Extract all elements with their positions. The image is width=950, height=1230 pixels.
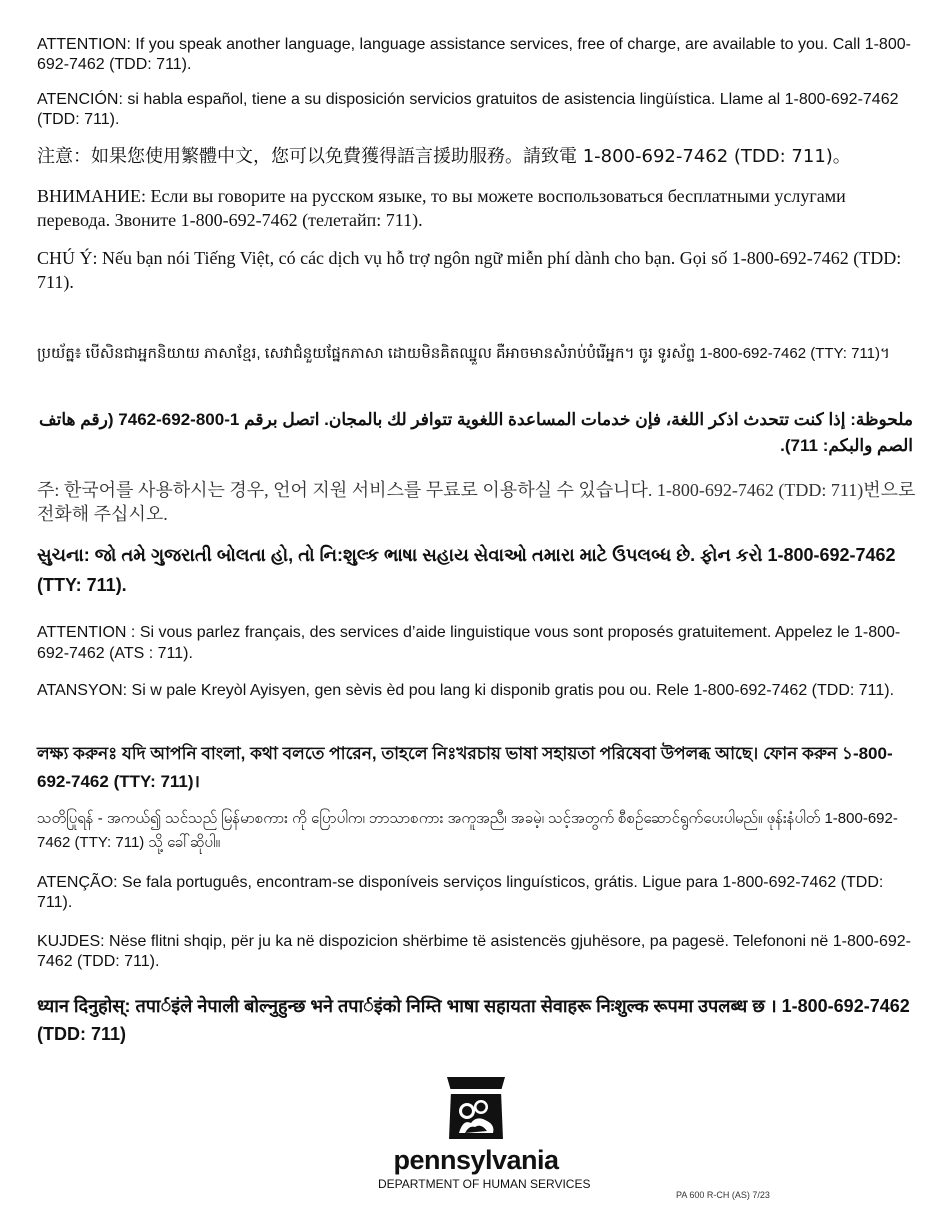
notice-bengali: লক্ষ্য করুনঃ যদি আপনি বাংলা, কথা বলতে পারেন, তাহলে নিঃখরচায় ভাষা সহায়তা পরিষেবা উপলব্ধ আছে। ফোন করুন ১-800-692-7462 (TTY: 711)। bbox=[37, 744, 893, 791]
notice-arabic: ملحوظة: إذا كنت تتحدث اذكر اللغة، فإن خدمات المساعدة اللغوية تتوافر لك بالمجان. اتصل برقم 1-800-692-7462 (رقم هاتف الصم والبكم: 711). bbox=[39, 410, 913, 455]
notice-english: ATTENTION: If you speak another language, language assistance services, free of charge, are available to you. Call 1-800-692-7462 (TDD: 711). bbox=[37, 36, 911, 73]
notice-russian: ВНИМАНИЕ: Если вы говорите на русском языке, то вы можете воспользоваться бесплатными услугами перевода. Звоните 1-800-692-7462 (телетайп: 711). bbox=[37, 186, 846, 230]
notice-burmese: သတိပြုရန် - အကယ်၍ သင်သည် မြန်မာစကား ကို ပြောပါက၊ ဘာသာစကား အကူအညီ၊ အခမဲ့၊ သင့်အတွက် စီစဥ်ဆောင်ရွက်ပေးပါမည်။ ဖုန်းနံပါတ် 1-800-692-7462 (TTY: 711) သို့ ခေါ်ဆိုပါ။ bbox=[37, 810, 898, 851]
notice-khmer: ប្រយ័ត្ន៖ បើសិនជាអ្នកនិយាយ ភាសាខ្មែរ, សេវាជំនួយផ្នែកភាសា ដោយមិនគិតឈ្នួល គឺអាចមានសំរាប់បំរើអ្នក។ ចូរ ទូរស័ព្ទ 1-800-692-7462 (TTY: 711)។ bbox=[37, 345, 890, 362]
logo-wordmark: pennsylvania bbox=[393, 1145, 559, 1175]
notice-chinese: 注意：如果您使用繁體中文，您可以免費獲得語言援助服務。請致電 1-800-692-7462 (TDD: 711)。 bbox=[37, 146, 851, 167]
notice-gujarati: સુચના: જો તમે ગુજરાતી બોલતા હો, તો નિ:શુલ્ક ભાષા સહાય સેવાઓ તમારા માટે ઉપલબ્ધ છે. ફોન કરો 1-800-692-7462 (TTY: 711). bbox=[37, 545, 896, 595]
notice-albanian: KUJDES: Nëse flitni shqip, për ju ka në dispozicion shërbime të asistencës gjuhësore, pa pagesë. Telefononi në 1-800-692-7462 (TDD: 711). bbox=[37, 933, 911, 970]
pa-dhs-logo bbox=[378, 1075, 591, 1191]
notice-korean: 주: 한국어를 사용하시는 경우, 언어 지원 서비스를 무료로 이용하실 수 있습니다. 1-800-692-7462 (TDD: 711)번으로 전화해 주십시오. bbox=[37, 480, 916, 524]
notice-haitian: ATANSYON: Si w pale Kreyòl Ayisyen, gen sèvis èd pou lang ki disponib gratis pou ou. Rele 1-800-692-7462 (TDD: 711). bbox=[37, 682, 895, 699]
notice-nepali: ध्यान दिनुहोस्: तपार्इंले नेपाली बोल्नुहुन्छ भने तपार्इंको निम्ति भाषा सहायता सेवाहरू निःशुल्क रूपमा उपलब्ध छ । 1-800-692-7462 (TDD: 711) bbox=[37, 996, 910, 1044]
notice-spanish: ATENCIÓN: si habla español, tiene a su disposición servicios gratuitos de asistencia lingüística. Llame al 1-800-692-7462 (TDD: 711). bbox=[37, 91, 899, 128]
keystone-icon bbox=[441, 1075, 511, 1141]
form-code: PA 600 R-CH (AS) 7/23 bbox=[676, 1190, 770, 1200]
notice-french: ATTENTION : Si vous parlez français, des services d’aide linguistique vous sont proposés gratuitement. Appelez le 1-800-692-7462 (ATS : 711). bbox=[37, 624, 901, 662]
notice-vietnamese: CHÚ Ý: Nếu bạn nói Tiếng Việt, có các dịch vụ hỗ trợ ngôn ngữ miễn phí dành cho bạn. Gọi số 1-800-692-7462 (TDD: 711). bbox=[37, 248, 902, 292]
notice-portuguese: ATENÇÃO: Se fala português, encontram-se disponíveis serviços linguísticos, grátis. Ligue para 1-800-692-7462 (TDD: 711). bbox=[37, 874, 884, 911]
department-name: DEPARTMENT OF HUMAN SERVICES bbox=[378, 1177, 591, 1191]
